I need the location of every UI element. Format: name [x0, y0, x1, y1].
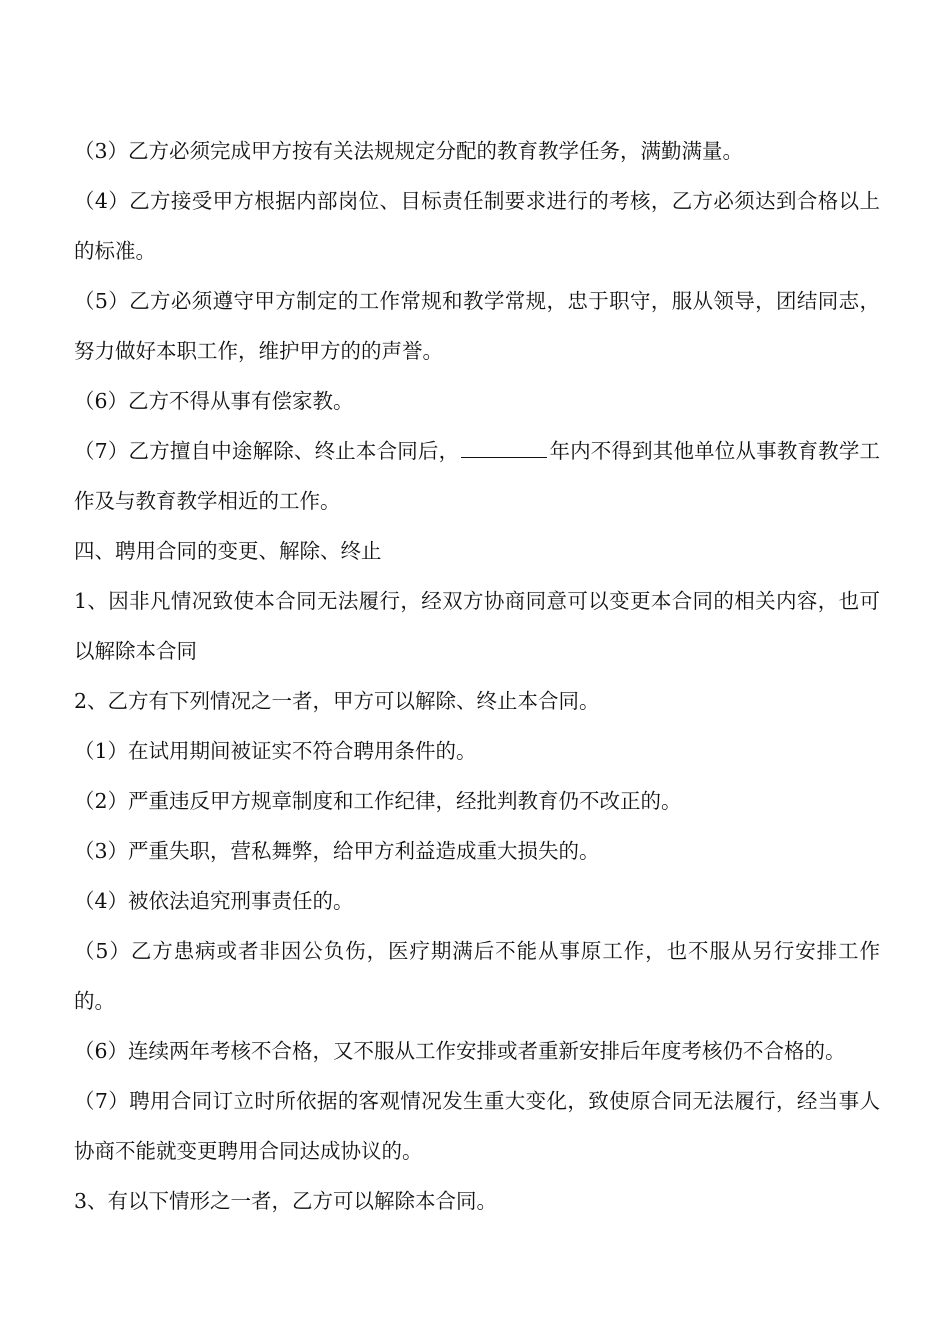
sub-item-5-text: （5）乙方患病或者非因公负伤，医疗期满后不能从事原工作，也不服从另行安排工作的。	[74, 939, 880, 1013]
sub-item-2-text: （2）严重违反甲方规章制度和工作纪律，经批判教育仍不改正的。	[74, 789, 682, 813]
sub-item-6-text: （6）连续两年考核不合格，又不服从工作安排或者重新安排后年度考核仍不合格的。	[74, 1039, 846, 1063]
section-4-heading: 四、聘用合同的变更、解除、终止	[74, 539, 382, 563]
item-1-text: 1、因非凡情况致使本合同无法履行，经双方协商同意可以变更本合同的相关内容，也可以解除本合同	[74, 589, 880, 663]
clause-7-text	[74, 426, 880, 526]
item-2-text: 2、乙方有下列情况之一者，甲方可以解除、终止本合同。	[74, 689, 600, 713]
sub-item-3-text: （3）严重失职，营私舞弊，给甲方利益造成重大损失的。	[74, 839, 600, 863]
clause-7-text-after: 年内不得到其他单位从事教育教学工作及与教育教学相近的工作。	[74, 439, 881, 513]
document-page	[74, 126, 880, 1226]
clause-5-text: （5）乙方必须遵守甲方制定的工作常规和教学常规，忠于职守，服从领导，团结同志，努力做好本职工作，维护甲方的的声誉。	[74, 289, 880, 363]
sub-item-1-text: （1）在试用期间被证实不符合聘用条件的。	[74, 739, 477, 763]
fill-in-blank	[461, 435, 547, 458]
clause-7-text-before: （7）乙方擅自中途解除、终止本合同后，	[74, 439, 460, 463]
clause-4-text: （4）乙方接受甲方根据内部岗位、目标责任制要求进行的考核，乙方必须达到合格以上的标准。	[74, 189, 880, 263]
sub-item-7-text: （7）聘用合同订立时所依据的客观情况发生重大变化，致使原合同无法履行，经当事人协商不能就变更聘用合同达成协议的。	[74, 1089, 880, 1163]
clause-6-text: （6）乙方不得从事有偿家教。	[74, 389, 354, 413]
item-3-text: 3、有以下情形之一者，乙方可以解除本合同。	[74, 1189, 498, 1213]
sub-item-4-text: （4）被依法追究刑事责任的。	[74, 889, 354, 913]
clause-3-text: （3）乙方必须完成甲方按有关法规规定分配的教育教学任务，满勤满量。	[74, 139, 744, 163]
